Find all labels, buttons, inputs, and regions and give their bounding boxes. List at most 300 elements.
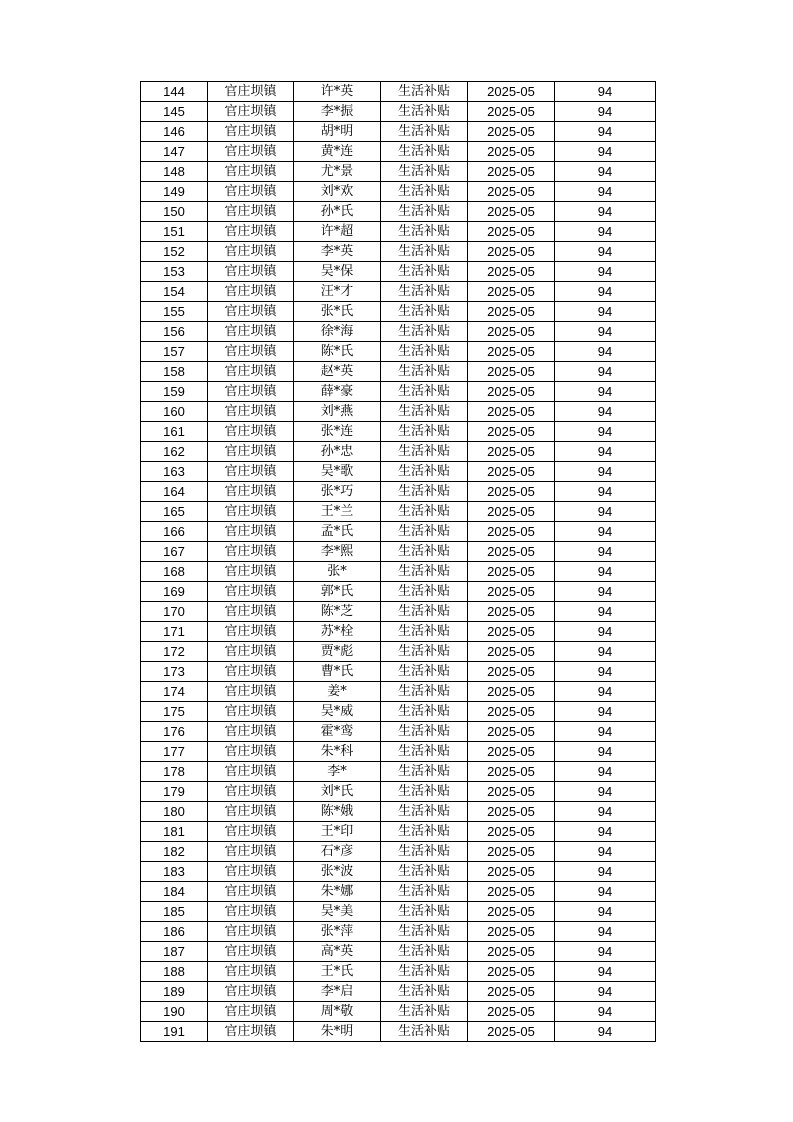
table-row [141, 442, 656, 462]
row-number-cell: 152 [141, 242, 208, 262]
row-number-cell: 179 [141, 782, 208, 802]
town-cell: 官庄坝镇 [208, 182, 294, 202]
town-cell: 官庄坝镇 [208, 682, 294, 702]
amount-cell: 94 [555, 642, 656, 662]
row-number-cell: 178 [141, 762, 208, 782]
name-cell: 朱*娜 [294, 882, 381, 902]
subsidy-type-cell: 生活补贴 [381, 502, 468, 522]
amount-cell: 94 [555, 442, 656, 462]
row-number-cell: 183 [141, 862, 208, 882]
town-cell: 官庄坝镇 [208, 922, 294, 942]
month-cell: 2025-05 [468, 642, 555, 662]
row-number-cell: 158 [141, 362, 208, 382]
name-cell: 郭*氏 [294, 582, 381, 602]
month-cell: 2025-05 [468, 202, 555, 222]
name-cell: 张*萍 [294, 922, 381, 942]
amount-cell: 94 [555, 662, 656, 682]
name-cell: 徐*海 [294, 322, 381, 342]
amount-cell: 94 [555, 302, 656, 322]
month-cell: 2025-05 [468, 922, 555, 942]
subsidy-type-cell: 生活补贴 [381, 462, 468, 482]
subsidy-type-cell: 生活补贴 [381, 1002, 468, 1022]
amount-cell: 94 [555, 702, 656, 722]
table-row [141, 302, 656, 322]
amount-cell: 94 [555, 482, 656, 502]
month-cell: 2025-05 [468, 1022, 555, 1042]
town-cell: 官庄坝镇 [208, 342, 294, 362]
table-row [141, 642, 656, 662]
subsidy-type-cell: 生活补贴 [381, 342, 468, 362]
subsidy-type-cell: 生活补贴 [381, 142, 468, 162]
amount-cell: 94 [555, 502, 656, 522]
subsidy-type-cell: 生活补贴 [381, 182, 468, 202]
amount-cell: 94 [555, 622, 656, 642]
month-cell: 2025-05 [468, 402, 555, 422]
town-cell: 官庄坝镇 [208, 702, 294, 722]
month-cell: 2025-05 [468, 102, 555, 122]
subsidy-type-cell: 生活补贴 [381, 882, 468, 902]
subsidy-type-cell: 生活补贴 [381, 822, 468, 842]
subsidy-type-cell: 生活补贴 [381, 642, 468, 662]
row-number-cell: 191 [141, 1022, 208, 1042]
row-number-cell: 189 [141, 982, 208, 1002]
town-cell: 官庄坝镇 [208, 222, 294, 242]
row-number-cell: 156 [141, 322, 208, 342]
name-cell: 陈*氏 [294, 342, 381, 362]
name-cell: 石*彦 [294, 842, 381, 862]
amount-cell: 94 [555, 382, 656, 402]
town-cell: 官庄坝镇 [208, 782, 294, 802]
month-cell: 2025-05 [468, 182, 555, 202]
amount-cell: 94 [555, 982, 656, 1002]
subsidy-type-cell: 生活补贴 [381, 322, 468, 342]
subsidy-type-cell: 生活补贴 [381, 1022, 468, 1042]
subsidy-type-cell: 生活补贴 [381, 362, 468, 382]
row-number-cell: 148 [141, 162, 208, 182]
table-row [141, 982, 656, 1002]
name-cell: 张*巧 [294, 482, 381, 502]
amount-cell: 94 [555, 582, 656, 602]
month-cell: 2025-05 [468, 342, 555, 362]
table-row [141, 862, 656, 882]
subsidy-type-cell: 生活补贴 [381, 962, 468, 982]
name-cell: 贾*彪 [294, 642, 381, 662]
amount-cell: 94 [555, 822, 656, 842]
month-cell: 2025-05 [468, 282, 555, 302]
town-cell: 官庄坝镇 [208, 742, 294, 762]
amount-cell: 94 [555, 422, 656, 442]
name-cell: 张* [294, 562, 381, 582]
row-number-cell: 175 [141, 702, 208, 722]
subsidy-type-cell: 生活补贴 [381, 742, 468, 762]
month-cell: 2025-05 [468, 842, 555, 862]
row-number-cell: 159 [141, 382, 208, 402]
month-cell: 2025-05 [468, 542, 555, 562]
row-number-cell: 170 [141, 602, 208, 622]
row-number-cell: 187 [141, 942, 208, 962]
table-row [141, 1022, 656, 1042]
row-number-cell: 184 [141, 882, 208, 902]
name-cell: 赵*英 [294, 362, 381, 382]
row-number-cell: 185 [141, 902, 208, 922]
month-cell: 2025-05 [468, 702, 555, 722]
town-cell: 官庄坝镇 [208, 462, 294, 482]
subsidy-type-cell: 生活补贴 [381, 582, 468, 602]
month-cell: 2025-05 [468, 762, 555, 782]
month-cell: 2025-05 [468, 862, 555, 882]
month-cell: 2025-05 [468, 82, 555, 102]
month-cell: 2025-05 [468, 462, 555, 482]
month-cell: 2025-05 [468, 802, 555, 822]
subsidy-type-cell: 生活补贴 [381, 542, 468, 562]
month-cell: 2025-05 [468, 722, 555, 742]
town-cell: 官庄坝镇 [208, 442, 294, 462]
table-row [141, 782, 656, 802]
table-row [141, 82, 656, 102]
amount-cell: 94 [555, 942, 656, 962]
amount-cell: 94 [555, 162, 656, 182]
row-number-cell: 177 [141, 742, 208, 762]
name-cell: 姜* [294, 682, 381, 702]
name-cell: 高*英 [294, 942, 381, 962]
town-cell: 官庄坝镇 [208, 302, 294, 322]
town-cell: 官庄坝镇 [208, 722, 294, 742]
row-number-cell: 174 [141, 682, 208, 702]
subsidy-type-cell: 生活补贴 [381, 242, 468, 262]
subsidy-type-cell: 生活补贴 [381, 782, 468, 802]
table-row [141, 722, 656, 742]
row-number-cell: 161 [141, 422, 208, 442]
amount-cell: 94 [555, 762, 656, 782]
month-cell: 2025-05 [468, 682, 555, 702]
subsidy-type-cell: 生活补贴 [381, 562, 468, 582]
subsidy-type-cell: 生活补贴 [381, 222, 468, 242]
table-row [141, 842, 656, 862]
town-cell: 官庄坝镇 [208, 662, 294, 682]
subsidy-type-cell: 生活补贴 [381, 202, 468, 222]
town-cell: 官庄坝镇 [208, 982, 294, 1002]
subsidy-table [140, 81, 656, 1042]
table-row [141, 882, 656, 902]
name-cell: 陈*娥 [294, 802, 381, 822]
amount-cell: 94 [555, 282, 656, 302]
town-cell: 官庄坝镇 [208, 242, 294, 262]
month-cell: 2025-05 [468, 782, 555, 802]
row-number-cell: 171 [141, 622, 208, 642]
town-cell: 官庄坝镇 [208, 142, 294, 162]
month-cell: 2025-05 [468, 122, 555, 142]
month-cell: 2025-05 [468, 662, 555, 682]
name-cell: 李*熙 [294, 542, 381, 562]
name-cell: 黄*连 [294, 142, 381, 162]
subsidy-type-cell: 生活补贴 [381, 402, 468, 422]
name-cell: 王*兰 [294, 502, 381, 522]
month-cell: 2025-05 [468, 222, 555, 242]
subsidy-type-cell: 生活补贴 [381, 622, 468, 642]
row-number-cell: 181 [141, 822, 208, 842]
amount-cell: 94 [555, 102, 656, 122]
row-number-cell: 169 [141, 582, 208, 602]
month-cell: 2025-05 [468, 242, 555, 262]
town-cell: 官庄坝镇 [208, 822, 294, 842]
table-row [141, 222, 656, 242]
town-cell: 官庄坝镇 [208, 282, 294, 302]
amount-cell: 94 [555, 922, 656, 942]
table-row [141, 382, 656, 402]
name-cell: 许*超 [294, 222, 381, 242]
name-cell: 张*波 [294, 862, 381, 882]
table-row [141, 322, 656, 342]
town-cell: 官庄坝镇 [208, 562, 294, 582]
town-cell: 官庄坝镇 [208, 202, 294, 222]
subsidy-type-cell: 生活补贴 [381, 602, 468, 622]
town-cell: 官庄坝镇 [208, 1022, 294, 1042]
amount-cell: 94 [555, 562, 656, 582]
amount-cell: 94 [555, 842, 656, 862]
row-number-cell: 167 [141, 542, 208, 562]
month-cell: 2025-05 [468, 962, 555, 982]
month-cell: 2025-05 [468, 602, 555, 622]
table-row [141, 342, 656, 362]
name-cell: 李*英 [294, 242, 381, 262]
table-row [141, 102, 656, 122]
town-cell: 官庄坝镇 [208, 882, 294, 902]
amount-cell: 94 [555, 962, 656, 982]
town-cell: 官庄坝镇 [208, 1002, 294, 1022]
amount-cell: 94 [555, 602, 656, 622]
row-number-cell: 147 [141, 142, 208, 162]
month-cell: 2025-05 [468, 882, 555, 902]
subsidy-table-body [141, 82, 656, 1042]
row-number-cell: 163 [141, 462, 208, 482]
subsidy-type-cell: 生活补贴 [381, 662, 468, 682]
name-cell: 朱*明 [294, 1022, 381, 1042]
amount-cell: 94 [555, 522, 656, 542]
table-row [141, 362, 656, 382]
town-cell: 官庄坝镇 [208, 422, 294, 442]
table-row [141, 502, 656, 522]
row-number-cell: 190 [141, 1002, 208, 1022]
table-row [141, 462, 656, 482]
subsidy-type-cell: 生活补贴 [381, 442, 468, 462]
table-row [141, 742, 656, 762]
name-cell: 吴*保 [294, 262, 381, 282]
amount-cell: 94 [555, 742, 656, 762]
month-cell: 2025-05 [468, 482, 555, 502]
subsidy-type-cell: 生活补贴 [381, 862, 468, 882]
town-cell: 官庄坝镇 [208, 102, 294, 122]
amount-cell: 94 [555, 542, 656, 562]
month-cell: 2025-05 [468, 982, 555, 1002]
subsidy-type-cell: 生活补贴 [381, 262, 468, 282]
town-cell: 官庄坝镇 [208, 602, 294, 622]
month-cell: 2025-05 [468, 902, 555, 922]
town-cell: 官庄坝镇 [208, 362, 294, 382]
subsidy-type-cell: 生活补贴 [381, 302, 468, 322]
row-number-cell: 172 [141, 642, 208, 662]
amount-cell: 94 [555, 242, 656, 262]
row-number-cell: 186 [141, 922, 208, 942]
name-cell: 尤*景 [294, 162, 381, 182]
subsidy-type-cell: 生活补贴 [381, 422, 468, 442]
table-row [141, 962, 656, 982]
row-number-cell: 162 [141, 442, 208, 462]
amount-cell: 94 [555, 682, 656, 702]
month-cell: 2025-05 [468, 562, 555, 582]
amount-cell: 94 [555, 362, 656, 382]
name-cell: 刘*氏 [294, 782, 381, 802]
table-row [141, 262, 656, 282]
name-cell: 汪*才 [294, 282, 381, 302]
subsidy-type-cell: 生活补贴 [381, 902, 468, 922]
subsidy-type-cell: 生活补贴 [381, 802, 468, 822]
month-cell: 2025-05 [468, 322, 555, 342]
subsidy-type-cell: 生活补贴 [381, 922, 468, 942]
row-number-cell: 149 [141, 182, 208, 202]
name-cell: 张*氏 [294, 302, 381, 322]
table-row [141, 822, 656, 842]
town-cell: 官庄坝镇 [208, 502, 294, 522]
name-cell: 苏*栓 [294, 622, 381, 642]
amount-cell: 94 [555, 782, 656, 802]
row-number-cell: 157 [141, 342, 208, 362]
subsidy-type-cell: 生活补贴 [381, 522, 468, 542]
town-cell: 官庄坝镇 [208, 522, 294, 542]
amount-cell: 94 [555, 82, 656, 102]
amount-cell: 94 [555, 202, 656, 222]
town-cell: 官庄坝镇 [208, 382, 294, 402]
table-row [141, 422, 656, 442]
row-number-cell: 155 [141, 302, 208, 322]
subsidy-type-cell: 生活补贴 [381, 762, 468, 782]
name-cell: 吴*美 [294, 902, 381, 922]
amount-cell: 94 [555, 462, 656, 482]
table-row [141, 902, 656, 922]
subsidy-type-cell: 生活补贴 [381, 722, 468, 742]
month-cell: 2025-05 [468, 742, 555, 762]
name-cell: 李*启 [294, 982, 381, 1002]
subsidy-type-cell: 生活补贴 [381, 162, 468, 182]
town-cell: 官庄坝镇 [208, 82, 294, 102]
town-cell: 官庄坝镇 [208, 262, 294, 282]
name-cell: 曹*氏 [294, 662, 381, 682]
table-row [141, 402, 656, 422]
month-cell: 2025-05 [468, 442, 555, 462]
name-cell: 孟*氏 [294, 522, 381, 542]
subsidy-type-cell: 生活补贴 [381, 482, 468, 502]
month-cell: 2025-05 [468, 382, 555, 402]
town-cell: 官庄坝镇 [208, 622, 294, 642]
amount-cell: 94 [555, 182, 656, 202]
row-number-cell: 188 [141, 962, 208, 982]
name-cell: 王*印 [294, 822, 381, 842]
table-row [141, 702, 656, 722]
table-row [141, 582, 656, 602]
subsidy-type-cell: 生活补贴 [381, 282, 468, 302]
subsidy-type-cell: 生活补贴 [381, 842, 468, 862]
name-cell: 刘*欢 [294, 182, 381, 202]
subsidy-type-cell: 生活补贴 [381, 982, 468, 1002]
row-number-cell: 168 [141, 562, 208, 582]
row-number-cell: 160 [141, 402, 208, 422]
row-number-cell: 146 [141, 122, 208, 142]
amount-cell: 94 [555, 722, 656, 742]
name-cell: 孙*氏 [294, 202, 381, 222]
row-number-cell: 154 [141, 282, 208, 302]
name-cell: 霍*鸾 [294, 722, 381, 742]
name-cell: 吴*威 [294, 702, 381, 722]
table-row [141, 1002, 656, 1022]
table-row [141, 122, 656, 142]
name-cell: 朱*科 [294, 742, 381, 762]
amount-cell: 94 [555, 122, 656, 142]
row-number-cell: 150 [141, 202, 208, 222]
name-cell: 薛*豪 [294, 382, 381, 402]
amount-cell: 94 [555, 342, 656, 362]
table-row [141, 142, 656, 162]
table-row [141, 942, 656, 962]
name-cell: 李* [294, 762, 381, 782]
row-number-cell: 145 [141, 102, 208, 122]
row-number-cell: 144 [141, 82, 208, 102]
town-cell: 官庄坝镇 [208, 542, 294, 562]
table-row [141, 682, 656, 702]
table-row [141, 922, 656, 942]
subsidy-type-cell: 生活补贴 [381, 382, 468, 402]
table-row [141, 282, 656, 302]
table-row [141, 602, 656, 622]
town-cell: 官庄坝镇 [208, 962, 294, 982]
subsidy-type-cell: 生活补贴 [381, 82, 468, 102]
amount-cell: 94 [555, 862, 656, 882]
month-cell: 2025-05 [468, 502, 555, 522]
name-cell: 孙*忠 [294, 442, 381, 462]
month-cell: 2025-05 [468, 362, 555, 382]
name-cell: 李*振 [294, 102, 381, 122]
table-row [141, 482, 656, 502]
subsidy-type-cell: 生活补贴 [381, 942, 468, 962]
table-row [141, 662, 656, 682]
name-cell: 胡*明 [294, 122, 381, 142]
table-row [141, 182, 656, 202]
month-cell: 2025-05 [468, 142, 555, 162]
month-cell: 2025-05 [468, 302, 555, 322]
table-row [141, 202, 656, 222]
row-number-cell: 182 [141, 842, 208, 862]
town-cell: 官庄坝镇 [208, 122, 294, 142]
month-cell: 2025-05 [468, 582, 555, 602]
table-row [141, 162, 656, 182]
table-row [141, 542, 656, 562]
table-row [141, 762, 656, 782]
row-number-cell: 164 [141, 482, 208, 502]
name-cell: 王*氏 [294, 962, 381, 982]
row-number-cell: 166 [141, 522, 208, 542]
amount-cell: 94 [555, 902, 656, 922]
month-cell: 2025-05 [468, 622, 555, 642]
town-cell: 官庄坝镇 [208, 762, 294, 782]
row-number-cell: 173 [141, 662, 208, 682]
table-row [141, 622, 656, 642]
name-cell: 张*连 [294, 422, 381, 442]
amount-cell: 94 [555, 402, 656, 422]
table-row [141, 522, 656, 542]
town-cell: 官庄坝镇 [208, 862, 294, 882]
subsidy-type-cell: 生活补贴 [381, 702, 468, 722]
row-number-cell: 176 [141, 722, 208, 742]
amount-cell: 94 [555, 142, 656, 162]
table-row [141, 242, 656, 262]
